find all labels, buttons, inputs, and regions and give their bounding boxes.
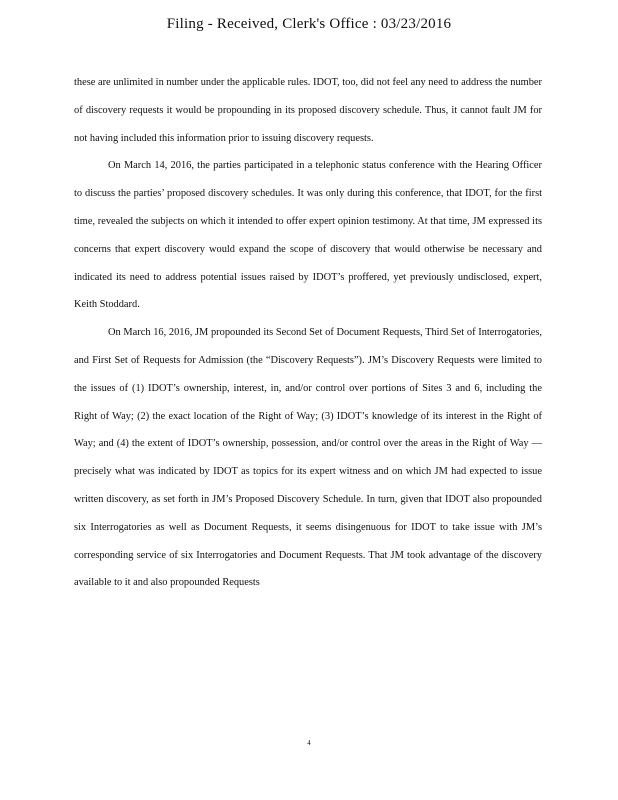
paragraph-2: On March 14, 2016, the parties participated in a telephonic status conference with the Hearing Officer to discuss the parties’ proposed discovery schedules. It was only during this conference, that IDOT, for the first time, revealed the subjects on which it intended to offer expert opinion testimony. At that time, JM expressed its concerns that expert discovery would expand the scope of discovery that would otherwise be necessary and indicated its need to address potential issues raised by IDOT’s proffered, yet previously undisclosed, expert, Keith Stoddard.	[74, 160, 542, 311]
page-number: 4	[307, 739, 311, 747]
paragraph-3: On March 16, 2016, JM propounded its Second Set of Document Requests, Third Set of Interrogatories, and First Set of Requests for Admission (the “Discovery Requests”). JM’s Discovery Requests were limited to the issues of (1) IDOT’s ownership, interest, in, and/or control over portions of Sites 3 and 6, including the Right of Way; (2) the exact location of the Right of Way; (3) IDOT’s knowledge of its interest in the Right of Way; and (4) the extent of IDOT’s ownership, possession, and/or control over the areas in the Right of Way — precisely what was indicated by IDOT as topics for its expert witness and on which JM had expected to issue written discovery, as set forth in JM’s Proposed Discovery Schedule. In turn, given that IDOT also propounded six Interrogatories as well as Document Requests, it seems disingenuous for IDOT to take issue with JM’s corresponding service of six Interrogatories and Document Requests. That JM took advantage of the discovery available to it and also propounded Requests	[74, 327, 542, 589]
document-body	[74, 69, 542, 597]
paragraph-1: these are unlimited in number under the applicable rules. IDOT, too, did not feel any need to address the number of discovery requests it would be propounding in its proposed discovery schedule. Thus, it cannot fault JM for not having included this information prior to issuing discovery requests.	[74, 77, 542, 144]
filing-stamp-header: Filing - Received, Clerk's Office : 03/23/2016	[166, 16, 452, 32]
